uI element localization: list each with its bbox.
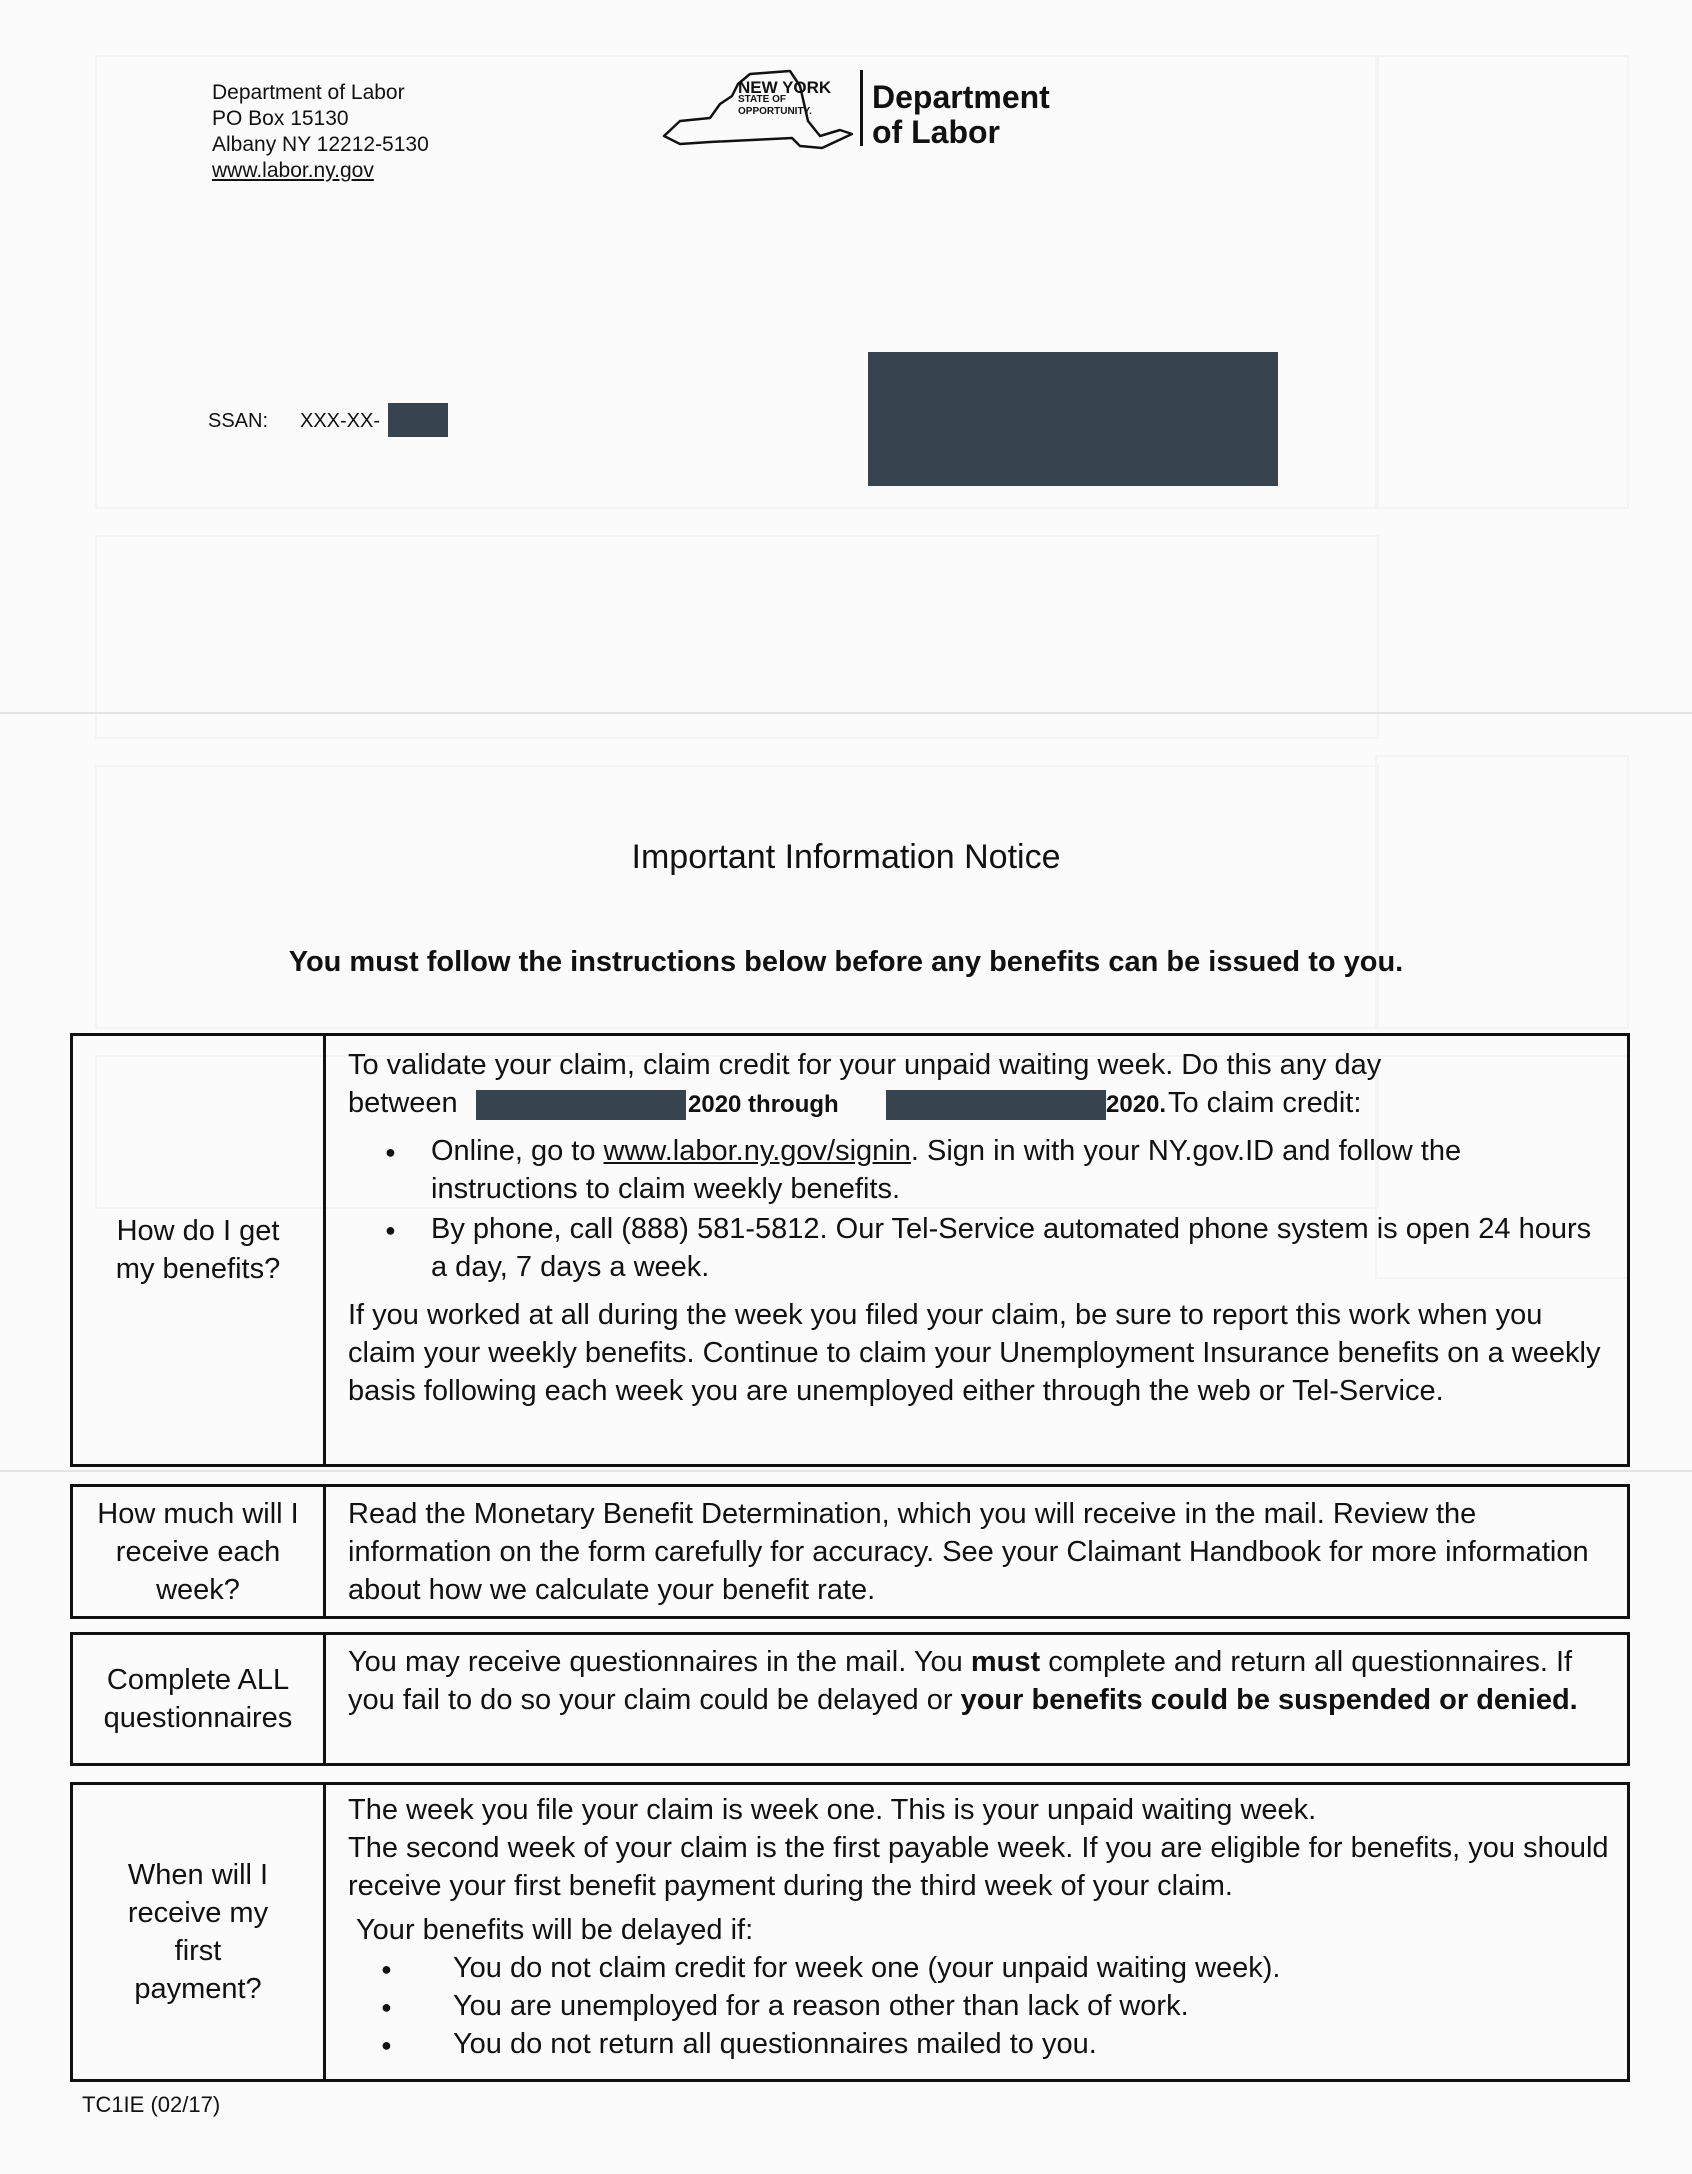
first-payment-line1: The week you file your claim is week one. This is your unpaid waiting week. <box>348 1794 1317 1826</box>
form-code: TC1IE (02/17) <box>82 2092 221 2117</box>
delay-reasons-list <box>348 1949 1617 2063</box>
section-label-questionnaires: Complete ALL questionnaires <box>73 1635 326 1763</box>
section-content-questionnaires <box>326 1635 1627 1763</box>
questionnaires-text-b: complete and return all questionnaires. If you fail to do so your claim could be delayed or <box>348 1646 1573 1716</box>
section-label-get-benefits: How do I get my benefits? <box>73 1036 326 1464</box>
ssan-redaction <box>388 403 448 437</box>
notice-title: Important Information Notice <box>631 838 1061 876</box>
section-how-much <box>70 1484 1630 1619</box>
start-date-redaction <box>476 1090 686 1120</box>
list-item-online <box>431 1132 1607 1208</box>
online-prefix: Online, go to <box>431 1135 596 1167</box>
end-year: 2020. <box>1106 1091 1167 1118</box>
get-benefits-intro: To validate your claim, claim credit for your unpaid waiting week. Do this any day <box>348 1049 1382 1081</box>
dept-line2: of Labor <box>872 114 1000 150</box>
department-of-labor-wordmark <box>872 80 1050 150</box>
online-suffix: . Sign in with your NY.gov.ID and follow the instructions to claim weekly benefits. <box>431 1135 1462 1205</box>
ny-state-line1: NEW YORK <box>738 78 832 97</box>
between-word: between <box>348 1087 458 1119</box>
questionnaires-must: must <box>970 1646 1041 1678</box>
ny-state-wordmark <box>738 78 832 118</box>
dept-line1: Department <box>872 79 1050 115</box>
delayed-intro: Your benefits will be delayed if: <box>356 1914 754 1946</box>
section-first-payment <box>70 1782 1630 2082</box>
instruction-heading: You must follow the instructions below before any benefits can be issued to you. <box>288 946 1404 978</box>
delay-reason-2: ● You are unemployed for a reason other than lack of work. <box>453 1987 1617 2025</box>
section-label-how-much: How much will I receive each week? <box>73 1487 326 1616</box>
end-date-redaction <box>886 1090 1106 1120</box>
logo-divider <box>860 70 863 146</box>
worked-note: If you worked at all during the week you filed your claim, be sure to report this work when you claim your weekly benefits. Continue to claim your Unemployment Insurance benefits on a weekly basis following each week you are unemployed either through the web or Tel-Service. <box>348 1299 1601 1407</box>
questionnaires-warning: your benefits could be suspended or denied. <box>960 1684 1578 1716</box>
section-content-how-much: Read the Monetary Benefit Determination, which you will receive in the mail. Review the information on the form carefully for accuracy. See your Claimant Handbook for more information about how we calculate your benefit rate. <box>348 1498 1589 1606</box>
sender-address <box>212 80 429 184</box>
section-content-first-payment <box>326 1785 1627 2079</box>
sender-org: Department of Labor <box>212 81 405 104</box>
get-benefits-dates <box>348 1084 1607 1122</box>
sender-city: Albany NY 12212-5130 <box>212 133 429 156</box>
section-label-first-payment: When will I receive my first payment? <box>73 1785 326 2079</box>
ny-state-line2: STATE OF <box>738 94 786 105</box>
first-payment-line2: The second week of your claim is the first payable week. If you are eligible for benefits, you should receive your first benefit payment during the third week of your claim. <box>348 1832 1609 1902</box>
fold-line-bottom <box>0 1470 1692 1472</box>
signin-link[interactable]: www.labor.ny.gov/signin <box>603 1135 911 1167</box>
questionnaires-text-a: You may receive questionnaires in the mail. You <box>348 1646 963 1678</box>
recipient-address-redaction <box>868 352 1278 486</box>
ssan-label: SSAN: <box>208 410 269 432</box>
section-content-get-benefits <box>326 1036 1627 1464</box>
sender-website-link[interactable]: www.labor.ny.gov <box>212 159 374 182</box>
ny-state-line3: OPPORTUNITY. <box>738 106 812 117</box>
list-item-phone: ● By phone, call (888) 581-5812. Our Tel-Service automated phone system is open 24 hours a day, 7 days a week. <box>431 1210 1607 1286</box>
sender-po-box: PO Box 15130 <box>212 107 349 130</box>
claim-methods-list <box>348 1132 1607 1286</box>
section-get-benefits <box>70 1033 1630 1467</box>
section-questionnaires <box>70 1632 1630 1766</box>
fold-line-top <box>0 712 1692 714</box>
through-text: 2020 through <box>688 1091 839 1118</box>
delay-reason-1: ● You do not claim credit for week one (your unpaid waiting week). <box>453 1949 1617 1987</box>
ssan-value: XXX-XX- <box>300 410 381 432</box>
delay-reason-3: ● You do not return all questionnaires mailed to you. <box>453 2025 1617 2063</box>
claim-credit-text: To claim credit: <box>1168 1087 1362 1119</box>
